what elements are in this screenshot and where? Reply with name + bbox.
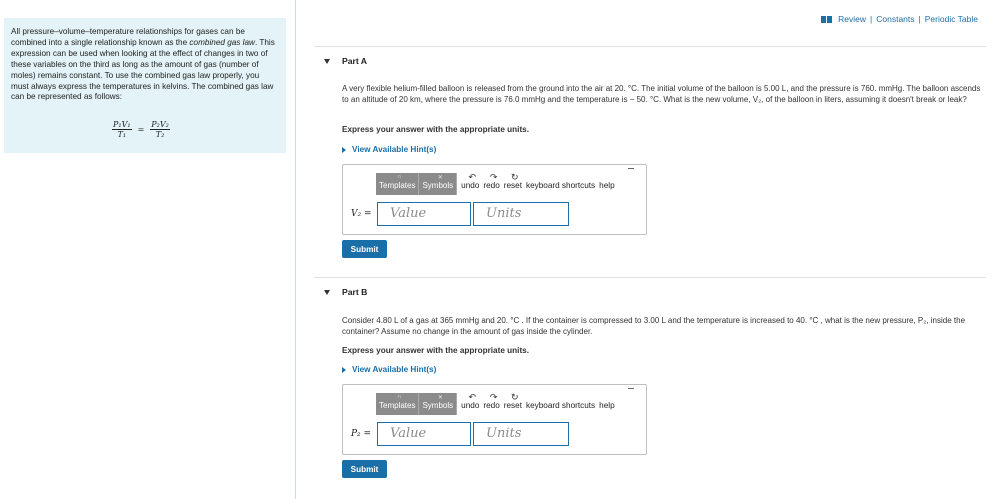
templates-overlay-glyph: ∩ [397,393,402,400]
formula-equals: = [137,125,145,134]
info-intro: All pressure–volume–temperature relationships for gases can be combined into a single relationship known as the [11,27,245,47]
link-separator: | [918,14,921,24]
formula-right-denominator: T₂ [155,130,165,139]
formula-left-fraction [112,120,132,139]
part-b-divider [314,277,986,278]
part-a-question: A very flexible helium-filled balloon is released from the ground into the air at 20. °C. The initial volume of the balloon is 5.00 L, and the pressure is 760. mmHg. The balloon ascends to an altitude of 20 km, where the pressure is 76.0 mmHg and the temperature is − 50. °C. What is the new volume, V₂, of the balloon in liters, assuming it doesn't break or leak? [342,84,981,104]
symbols-label: Symbols [422,180,454,190]
reset-button[interactable] [504,393,522,415]
part-a-units-input[interactable]: Units [473,202,569,226]
part-b-express: Express your answer with the appropriate units. [342,346,529,355]
part-b-hint-toggle[interactable] [342,365,436,374]
templates-overlay-glyph: ∩ [397,173,402,180]
reset-label: reset [503,400,522,410]
top-links [821,14,978,24]
keyboard-shortcuts-button[interactable]: keyboard shortcuts [525,180,596,190]
periodic-table-link[interactable]: Periodic Table [924,14,978,24]
redo-button[interactable] [483,173,499,195]
part-a-toolbar [376,172,615,195]
part-b-submit-button[interactable]: Submit [342,460,387,478]
redo-icon: ↷ [489,391,498,402]
link-separator: | [870,14,873,24]
part-a-header[interactable] [324,56,367,66]
symbols-label: Symbols [422,400,454,410]
part-b-toolbar [376,392,615,415]
symbols-button[interactable] [419,393,457,415]
part-b-answer-box [342,384,647,455]
redo-icon: ↷ [489,171,498,182]
book-icon [821,16,832,23]
part-b-variable: P₂ [351,429,361,439]
expand-triangle-icon [342,367,346,373]
keyboard-shortcuts-button[interactable]: keyboard shortcuts [525,400,596,410]
formula-right-fraction [150,120,170,139]
part-a-title: Part A [342,56,367,66]
constants-link[interactable]: Constants [876,14,915,24]
info-text [11,27,278,103]
part-b-header[interactable] [324,287,367,297]
undo-label: undo [461,180,480,190]
undo-icon: ↶ [468,171,476,182]
part-a-equals: = [363,209,372,219]
templates-button[interactable] [376,393,419,415]
reset-label: reset [503,180,522,190]
part-a-variable: V₂ [351,209,362,219]
minimize-icon[interactable] [628,388,634,389]
info-rest: . This expression can be used when looking at the effect of changes in two of these variables on the third as long as the amount of gas (number of moles) remains constant. To use the combined gas law properly, you must always express the temperatures in kelvins. The combined gas law can be represented as follows: [11,37,275,102]
review-link[interactable]: Review [838,14,867,24]
info-emphasis: combined gas law [189,37,255,47]
reset-icon: ↻ [511,171,519,182]
part-a-express: Express your answer with the appropriate units. [342,125,529,134]
undo-icon: ↶ [468,391,476,402]
redo-label: redo [483,400,500,410]
part-a-variable-label [351,209,372,219]
expand-triangle-icon [342,147,346,153]
part-a-hint-toggle[interactable] [342,145,436,154]
formula-right-numerator: P₂V₂ [151,120,169,129]
part-b-variable-label [351,429,371,439]
symbols-button[interactable] [419,173,457,195]
undo-button[interactable] [461,393,479,415]
part-a-divider [314,46,986,47]
reset-icon: ↻ [511,391,519,402]
help-button[interactable]: help [599,400,615,410]
redo-label: redo [483,180,500,190]
formula-left-numerator: P₁V₁ [113,120,131,129]
part-b-question: Consider 4.80 L of a gas at 365 mmHg and 20. °C . If the container is compressed to 3.00 L and the temperature is increased to 40. °C , what is the new pressure, P₂, inside the container? Assume no change in the amount of gas inside the cylinder. [342,316,966,336]
symbols-overlay-glyph: ✕ [437,174,443,181]
undo-label: undo [461,400,480,410]
part-a-answer-box [342,164,647,235]
redo-button[interactable] [483,393,499,415]
part-b-value-input[interactable]: Value [377,422,471,446]
part-b-title: Part B [342,287,368,297]
help-button[interactable]: help [599,180,615,190]
part-a-value-input[interactable]: Value [377,202,471,226]
sidebar [0,0,296,499]
part-b-hint-label: View Available Hint(s) [352,365,437,374]
part-b-units-input[interactable]: Units [473,422,569,446]
collapse-caret-icon[interactable] [324,59,330,64]
minimize-icon[interactable] [628,168,634,169]
symbols-overlay-glyph: ✕ [437,394,443,401]
part-b-equals: = [363,429,372,439]
templates-label: Templates [379,180,416,190]
formula-left-denominator: T₁ [117,130,127,139]
templates-label: Templates [379,400,416,410]
reset-button[interactable] [504,173,522,195]
part-a-submit-button[interactable]: Submit [342,240,387,258]
templates-button[interactable] [376,173,419,195]
part-a-hint-label: View Available Hint(s) [352,145,437,154]
collapse-caret-icon[interactable] [324,290,330,295]
undo-button[interactable] [461,173,479,195]
combined-gas-law-formula [112,120,170,139]
